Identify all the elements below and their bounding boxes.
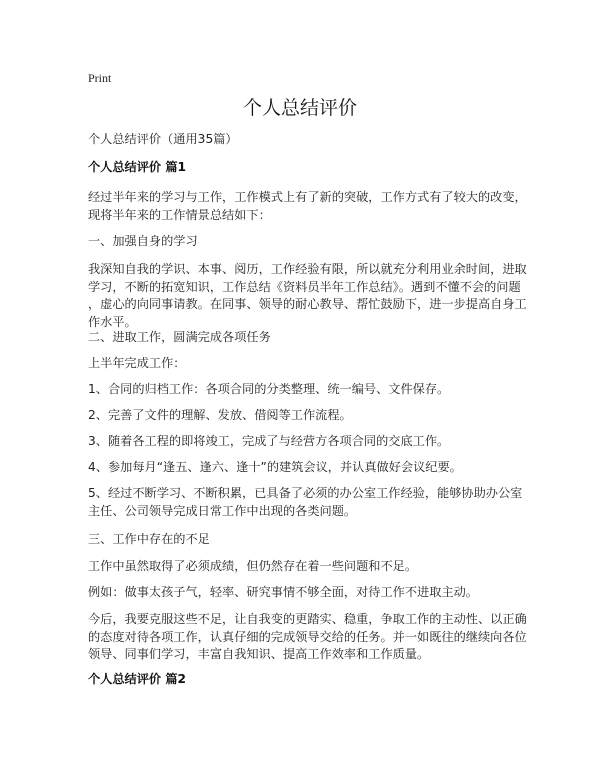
line: 今后，我要克服这些不足，让自我变的更踏实、稳重，争取工作的主动性、以正确: [88, 612, 527, 626]
list-item: 4、参加每月“逢五、逢六、逢十”的建筑会议，并认真做好会议纪要。: [88, 460, 462, 474]
page-title: 个人总结评价: [242, 97, 357, 119]
line: 现将半年来的工作情景总结如下：: [88, 207, 271, 222]
line: 我深知自我的学识、本事、阅历，工作经验有限，所以就充分利用业余时间，进取: [88, 262, 527, 276]
subtitle: 个人总结评价（通用35篇）: [88, 132, 238, 146]
line: 5、经过不断学习、不断积累，已具备了必须的办公室工作经验，能够协助办公室: [88, 486, 523, 500]
line: ，虚心的向同事请教。在同事、领导的耐心教导、帮忙鼓励下，进一步提高自身工: [88, 297, 527, 311]
part3-heading: 三、工作中存在的不足: [88, 532, 210, 546]
list-item: [88, 485, 522, 520]
part1-paragraph: [88, 261, 527, 331]
section-heading-2: 个人总结评价 篇2: [88, 672, 187, 686]
line: 作水平。: [88, 314, 137, 329]
part1-heading: 一、加强自身的学习: [88, 234, 198, 248]
part3-paragraph-2: 例如：做事太孩子气，轻率、研究事情不够全面，对待工作不进取主动。: [88, 585, 478, 599]
line: 学习，不断的拓宽知识，工作总结《资料员半年工作总结》。遇到不懂不会的问题: [88, 279, 521, 294]
list-item: 2、完善了文件的理解、发放、借阅等工作流程。: [88, 408, 352, 422]
print-link[interactable]: Print: [88, 71, 112, 85]
list-item: 3、随着各工程的即将竣工，完成了与经营方各项合同的交底工作。: [88, 434, 450, 448]
section-heading-1: 个人总结评价 篇1: [88, 160, 187, 174]
line: 领导、同事们学习，丰富自我知识、提高工作效率和工作质量。: [88, 647, 430, 661]
line: 的态度对待各项工作，认真仔细的完成领导交给的任务。并一如既往的继续向各位: [88, 629, 527, 644]
part2-intro: 上半年完成工作：: [88, 356, 186, 370]
line: 经过半年来的学习与工作，工作模式上有了新的突破，工作方式有了较大的改变，: [88, 190, 527, 204]
part2-heading: 二、进取工作，圆满完成各项任务: [88, 330, 271, 344]
list-item: 1、合同的归档工作：各项合同的分类整理、统一编号、文件保存。: [88, 382, 450, 396]
line: 主任、公司领导完成日常工作中出现的各类问题。: [88, 503, 357, 518]
part3-paragraph-1: 工作中虽然取得了必须成绩，但仍然存在着一些问题和不足。: [88, 559, 418, 573]
part3-paragraph-3: [88, 611, 527, 664]
intro-paragraph: [88, 189, 527, 224]
